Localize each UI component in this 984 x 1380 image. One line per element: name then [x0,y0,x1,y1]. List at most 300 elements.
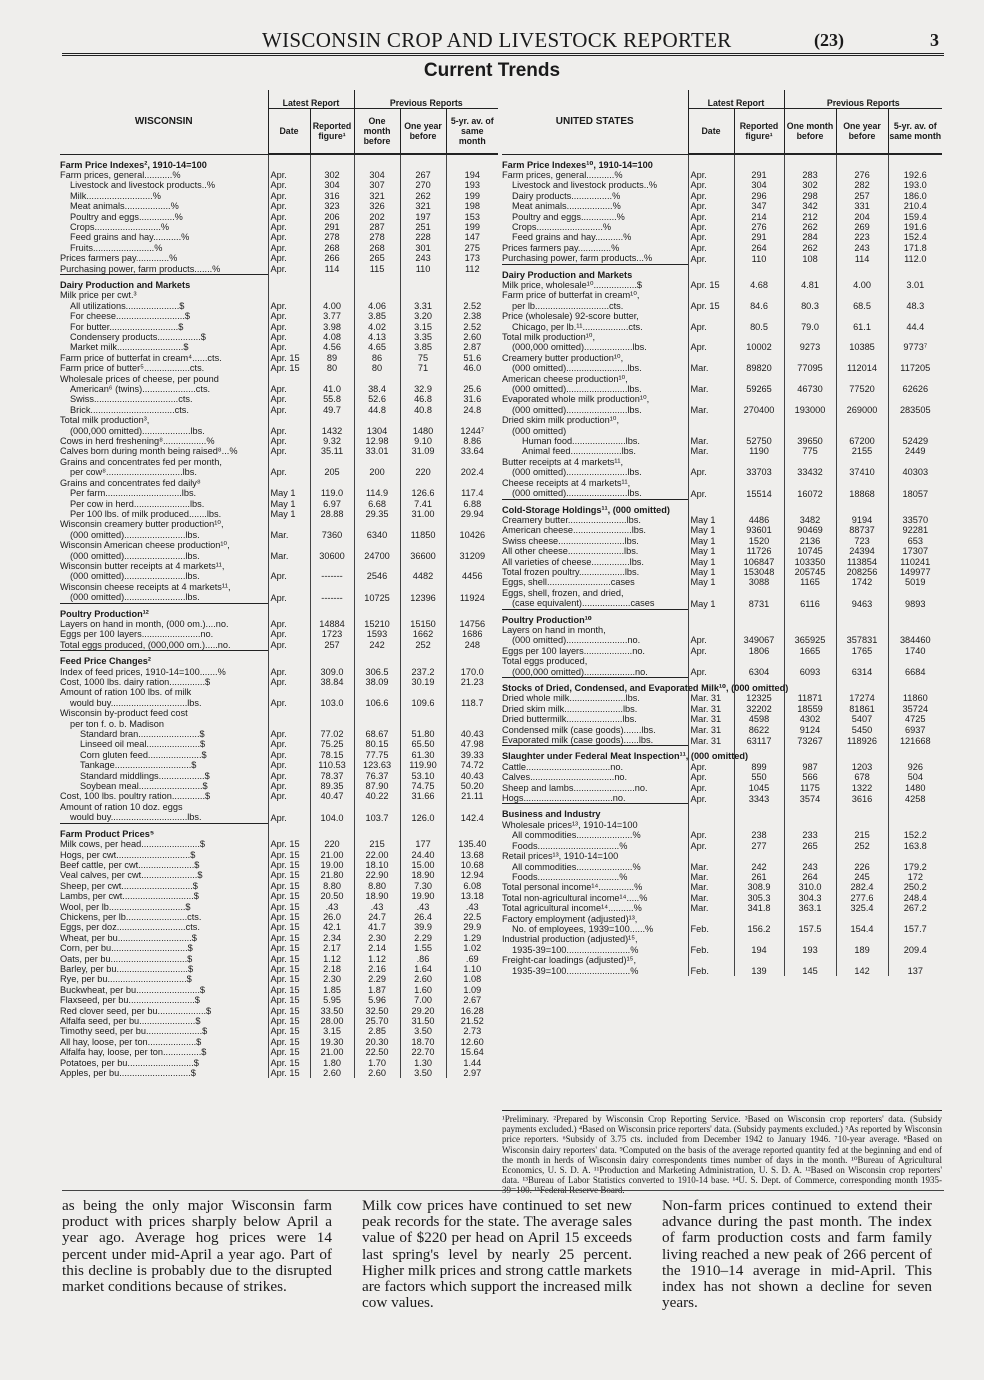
five-yr-average-cell: 142.4 [446,812,498,823]
table-row [60,561,498,571]
reported-figure-cell: 899 [734,762,784,772]
one-year-before-cell: 75 [400,353,446,363]
reported-figure-cell: 21.80 [310,870,354,880]
five-yr-average-cell: 2.38 [446,311,498,321]
table-row [502,862,942,872]
reported-figure-cell [734,415,784,425]
table-row [502,515,942,525]
one-month-before-cell: .43 [354,902,400,912]
one-month-before-cell: 29.35 [354,509,400,519]
one-month-before-cell [784,955,836,965]
one-month-before-cell: 307 [354,180,400,190]
date-cell: Apr. [268,592,310,603]
section-heading: Dairy Production and Markets [502,264,688,280]
row-label: (000 omitted)........................lbs. [70,529,200,540]
one-month-before-cell: 77095 [784,363,836,373]
date-cell: Apr. [268,384,310,394]
table-row [60,912,498,922]
five-yr-average-cell: 191.6 [888,222,942,232]
row-label: Sheep, per cwt............................$ [60,880,198,891]
five-yr-average-cell [888,394,942,404]
empty-cell [888,264,942,280]
reported-figure-cell: 78.37 [310,771,354,781]
table-row [502,851,942,861]
date-cell: Apr. [268,781,310,791]
one-month-before-cell: 1175 [784,783,836,793]
row-label: Eggs per 100 layers...................no. [502,645,645,656]
empty-cell [734,154,784,170]
reported-figure-heading: Reported figure¹ [310,109,354,155]
one-year-before-cell [836,311,888,321]
table-row [502,656,942,666]
empty-cell [888,678,942,694]
table-row [502,525,942,535]
table-row [60,933,498,943]
one-year-before-cell: 18868 [836,488,888,499]
table-row [60,870,498,880]
date-cell: Apr. [268,322,310,332]
reported-figure-cell: 21.00 [310,1047,354,1057]
one-year-before-cell: 53.10 [400,771,446,781]
row-label: Wisconsin creamery butter production¹⁰, [60,519,224,530]
date-cell [688,353,734,363]
date-cell: Apr. [268,170,310,180]
one-year-before-cell: .43 [400,902,446,912]
page-number: 3 [930,30,939,50]
five-yr-average-cell [888,656,942,666]
reported-figure-cell: 268 [310,243,354,253]
table-row [60,212,498,222]
row-label: Lambs, per cwt............................$ [60,891,199,902]
row-label: Eggs, shell, frozen, and dried, [502,587,624,598]
date-cell: Apr. [268,243,310,253]
row-label: Prices farmers pay.............% [502,242,620,253]
row-label: Eggs per 100 layers.......................no. [60,629,214,640]
reported-figure-cell: 6.97 [310,499,354,509]
five-yr-average-cell: 135.40 [446,839,498,849]
section-heading-row [60,603,498,619]
five-yr-average-cell: 149977 [888,567,942,577]
row-label: All other cheese......................lbs. [502,546,639,557]
table-row [502,311,942,321]
five-yr-average-cell: 2.67 [446,995,498,1005]
reported-figure-cell: 20.50 [310,891,354,901]
row-label: Creamery butter production¹⁰, [502,352,624,363]
date-cell: Apr. [688,222,734,232]
one-year-before-cell [400,519,446,529]
reported-figure-cell [310,540,354,550]
five-yr-average-cell: 52429 [888,436,942,446]
one-year-before-cell: 68.5 [836,301,888,311]
reported-figure-cell: 40.47 [310,791,354,801]
one-year-before-cell: 30.19 [400,677,446,687]
one-year-before-cell: .86 [400,954,446,964]
row-label: Rye, per bu...............................$ [60,974,192,985]
one-year-before-cell: 88737 [836,525,888,535]
reported-figure-cell: 4598 [734,714,784,724]
five-yr-average-cell: 186.0 [888,191,942,201]
date-cell: Mar. [688,405,734,415]
five-yr-average-cell: 9773⁷ [888,342,942,352]
row-label: Calves.................................no. [502,772,628,783]
five-yr-average-cell: 24.8 [446,405,498,415]
date-cell [688,851,734,861]
row-label: Corn gluten feed.....................$ [80,749,207,760]
table-row [502,394,942,404]
date-cell: Apr. [268,232,310,242]
date-cell [688,625,734,635]
row-label: Eggs, shell.........................cases [502,577,635,588]
reported-figure-cell: 1806 [734,646,784,656]
reported-figure-cell: 52750 [734,436,784,446]
row-label: Amount of ration 10 doz. eggs [60,801,183,812]
date-cell: May 1 [268,488,310,498]
one-month-before-cell: 2.29 [354,974,400,984]
one-year-before-heading: One year before [400,109,446,155]
reported-figure-cell: 114 [310,264,354,275]
reported-figure-cell: 304 [734,180,784,190]
row-label: Total non-agricultural income¹⁴.....% [502,892,648,903]
one-month-before-cell: 987 [784,762,836,772]
row-label: (000 omitted)........................lbs. [512,467,642,478]
five-yr-average-cell: 18057 [888,488,942,499]
one-month-before-cell: 73267 [784,735,836,746]
date-cell: Apr. 15 [268,912,310,922]
section-heading: Farm Price Indexes¹⁰, 1910-14=100 [502,159,653,170]
table-row [502,903,942,913]
date-cell: Apr. [268,729,310,739]
date-cell [268,582,310,592]
table-row [60,667,498,677]
one-month-before-cell: 44.8 [354,405,400,415]
one-month-before-cell: 2.60 [354,1068,400,1078]
one-month-before-cell: 6.68 [354,499,400,509]
one-year-before-cell: 3.35 [400,332,446,342]
date-cell: Mar. [688,903,734,913]
reported-figure-cell: 75.25 [310,739,354,749]
five-yr-average-cell [888,290,942,300]
empty-cell [310,154,354,170]
one-month-before-cell [784,426,836,436]
previous-reports-heading: Previous Reports [784,90,942,109]
reported-figure-cell: 28.00 [310,1016,354,1026]
one-month-before-cell: 3574 [784,793,836,804]
date-cell [688,656,734,666]
table-row [60,478,498,488]
empty-cell [354,823,400,839]
five-yr-average-cell: 171.8 [888,243,942,253]
one-month-before-cell: 39650 [784,436,836,446]
five-yr-average-cell: 199 [446,191,498,201]
reported-figure-cell: 220 [310,839,354,849]
empty-cell [446,823,498,839]
table-row [502,893,942,903]
one-month-before-cell: 68.67 [354,729,400,739]
one-year-before-cell: 32.9 [400,384,446,394]
date-cell [688,394,734,404]
reported-figure-cell: 80.5 [734,322,784,332]
table-row [60,943,498,953]
five-yr-average-cell: 112 [446,264,498,275]
table-row [60,771,498,781]
table-row [502,457,942,467]
date-cell [268,478,310,488]
one-month-before-cell: 46730 [784,384,836,394]
one-year-before-cell: 208256 [836,567,888,577]
row-label: per ton f. o. b. Madison [70,718,164,729]
row-label: Oats, per bu..............................$ [60,953,193,964]
table-row [502,546,942,556]
one-year-before-cell [836,914,888,924]
one-year-before-cell: 39.9 [400,922,446,932]
reported-figure-cell: 14884 [310,619,354,629]
one-year-before-cell [400,687,446,697]
table-row [60,964,498,974]
five-yr-average-cell [446,561,498,571]
one-year-before-cell: 723 [836,536,888,546]
reported-figure-cell [310,374,354,384]
table-row [502,201,942,211]
five-yr-average-cell [888,820,942,830]
reported-figure-cell: 89820 [734,363,784,373]
five-yr-average-cell: 25.6 [446,384,498,394]
date-cell: Mar. [688,882,734,892]
one-year-before-cell: 71 [400,363,446,373]
one-year-before-cell: 270 [400,180,446,190]
reported-figure-cell: 238 [734,830,784,840]
one-month-before-cell [354,540,400,550]
table-row [502,212,942,222]
table-row [502,363,942,373]
section-heading: Poultry Production¹⁰ [502,609,688,625]
table-row [502,426,942,436]
section-heading-row [60,651,498,667]
date-cell [268,687,310,697]
date-cell [688,914,734,924]
five-yr-average-cell: 926 [888,762,942,772]
table-row [60,488,498,498]
one-year-before-cell [836,426,888,436]
date-cell [688,588,734,598]
reported-figure-cell: 10002 [734,342,784,352]
one-month-before-cell: 33432 [784,467,836,477]
table-row [502,191,942,201]
one-month-before-cell: 103350 [784,557,836,567]
table-row [60,739,498,749]
date-cell: Apr. [268,467,310,477]
five-yr-average-cell: 283505 [888,405,942,415]
one-year-before-cell: 220 [400,467,446,477]
date-cell: Apr. [688,191,734,201]
one-month-before-cell: 2136 [784,536,836,546]
reported-figure-cell: 1.12 [310,954,354,964]
row-label: Wheat, per bu.............................$ [60,932,197,943]
one-year-before-cell [836,353,888,363]
row-label: Milk price per cwt.³ [60,290,137,301]
one-month-before-cell: 306.5 [354,667,400,677]
reported-figure-cell: 242 [734,862,784,872]
five-yr-average-cell: 153 [446,212,498,222]
five-yr-average-cell: 16.28 [446,1006,498,1016]
one-month-before-cell [354,519,400,529]
date-cell: Apr. [268,212,310,222]
row-label: Dried skim milk production¹⁰, [502,415,620,426]
reported-figure-cell [734,625,784,635]
date-cell: Mar. [688,446,734,456]
date-cell: Apr. [268,311,310,321]
row-label: per cow⁸..............................lbs. [70,467,197,478]
one-year-before-cell: 1.64 [400,964,446,974]
one-year-before-cell: 74.75 [400,781,446,791]
empty-cell [734,499,784,515]
table-row [502,478,942,488]
one-month-before-cell: 86 [354,353,400,363]
empty-cell [836,746,888,762]
table-row [60,530,498,540]
one-year-before-cell: 2155 [836,446,888,456]
reported-figure-cell: 63117 [734,735,784,746]
five-yr-average-cell: 22.5 [446,912,498,922]
one-year-before-cell [836,955,888,965]
table-row [502,625,942,635]
empty-cell [268,154,310,170]
table-row [60,850,498,860]
one-year-before-cell: 19.90 [400,891,446,901]
row-label: Milk..........................% [70,190,161,201]
reported-figure-cell: 3088 [734,577,784,587]
empty-cell [354,154,400,170]
reported-figure-cell: 276 [734,222,784,232]
one-month-before-cell [784,478,836,488]
one-year-before-cell: 252 [400,640,446,651]
five-yr-average-cell: 1480 [888,783,942,793]
reported-figure-cell: 139 [734,966,784,976]
table-row [502,934,942,944]
section-heading-row [60,823,498,839]
one-month-before-cell: 310.0 [784,882,836,892]
one-year-before-cell: 3.50 [400,1068,446,1078]
one-month-before-cell: 304 [354,170,400,180]
reported-figure-cell: 1520 [734,536,784,546]
reported-figure-cell: 4486 [734,515,784,525]
header-rule [62,53,944,56]
row-label: Corn, per bu..............................$ [60,943,193,954]
row-label: Beef cattle, per cwt......................$ [60,859,200,870]
five-yr-average-cell: 74.72 [446,760,498,770]
one-month-before-cell: 10745 [784,546,836,556]
row-label: Layers on hand in month, (000 om.)....no. [60,618,229,629]
five-yr-average-cell: 29.9 [446,922,498,932]
one-month-before-cell: 2.30 [354,933,400,943]
row-label: Poultry and eggs..............% [512,211,625,222]
five-yr-average-cell: 193 [446,180,498,190]
one-month-before-cell: 9273 [784,342,836,352]
row-label: (000,000 omitted)...................lbs. [70,425,205,436]
row-label: Meat animals..................% [70,201,179,212]
body-text-column-1: as being the only major Wisconsin farm product with prices sharply below April a year ago. Average hog prices were 14 percent under mid-April a year ago. Part of this decline is probably due to the disrupted market conditions because of strikes. [62,1197,332,1296]
five-yr-average-cell: 46.0 [446,363,498,373]
date-cell: Mar. [688,862,734,872]
date-cell: Apr. [688,322,734,332]
empty-cell [310,651,354,667]
table-row [502,415,942,425]
one-year-before-cell: 3616 [836,793,888,804]
table-row [502,280,942,290]
one-month-before-cell: 365925 [784,635,836,645]
one-month-before-cell: 242 [354,640,400,651]
empty-cell [268,603,310,619]
table-row [502,467,942,477]
five-yr-average-cell: 173 [446,253,498,263]
table-row [60,760,498,770]
row-label: For butter...........................$ [70,321,184,332]
reported-figure-cell: 32202 [734,704,784,714]
empty-cell [888,154,942,170]
one-year-before-cell: 282 [836,180,888,190]
latest-report-heading: Latest Report [268,90,354,109]
one-year-before-cell: 126.0 [400,812,446,823]
empty-cell [400,823,446,839]
reported-figure-cell: 49.7 [310,405,354,415]
five-yr-average-cell: 202.4 [446,467,498,477]
five-yr-average-cell: 179.2 [888,862,942,872]
one-month-before-cell [784,851,836,861]
reported-figure-cell: 110 [734,253,784,264]
five-yr-average-cell: 1686 [446,629,498,639]
one-month-before-cell [784,374,836,384]
one-year-before-cell [836,478,888,488]
five-yr-average-cell: 6937 [888,725,942,735]
table-row [502,714,942,724]
one-year-before-cell [836,820,888,830]
five-yr-average-cell: 39.33 [446,750,498,760]
row-label: Wisconsin cheese receipts at 4 markets¹¹, [60,581,231,592]
reported-figure-cell: 1045 [734,783,784,793]
body-text-column-3: Non-farm prices continued to extend their advance during the past month. The index of farm production costs and farm family living reached a new peak of 266 percent of the 1910–14 average in mid-April. This index has not shown a decline for seven years. [662,1197,932,1312]
reported-figure-cell: 278 [310,232,354,242]
row-label: Creamery butter.......................lbs. [502,514,641,525]
one-year-before-cell [400,290,446,300]
one-year-before-cell: 1.55 [400,943,446,953]
row-label: (000 omitted)........................lbs. [70,550,200,561]
one-year-before-cell [836,332,888,342]
one-month-before-cell: 157.5 [784,924,836,934]
row-label: All utilizations.....................$ [70,300,185,311]
one-month-before-cell: 215 [354,839,400,849]
empty-cell [400,651,446,667]
row-label: Per farm..............................lbs. [70,488,197,499]
table-row [60,571,498,581]
five-yr-average-cell: 2.87 [446,342,498,352]
one-year-before-cell: 10385 [836,342,888,352]
one-year-before-cell: 7.41 [400,499,446,509]
row-label: (000 omitted)........................lbs. [70,592,200,603]
row-label: Total agricultural income¹⁴..........% [502,903,642,914]
date-cell: Apr. [688,830,734,840]
row-label: Grains and concentrates fed daily⁸ [60,477,201,488]
date-cell [688,820,734,830]
date-cell: Mar. [688,363,734,373]
one-month-before-cell: 205745 [784,567,836,577]
one-month-before-cell: 76.37 [354,771,400,781]
five-yr-average-cell: 192.6 [888,170,942,180]
row-label: 1935-39=100.........................% [512,965,639,976]
row-label: Freight-car loadings (adjusted)¹⁵, [502,955,637,966]
table-row [60,201,498,211]
row-label: Total milk production³, [60,415,150,426]
reported-figure-cell: 2.18 [310,964,354,974]
date-cell: Apr. [688,772,734,782]
